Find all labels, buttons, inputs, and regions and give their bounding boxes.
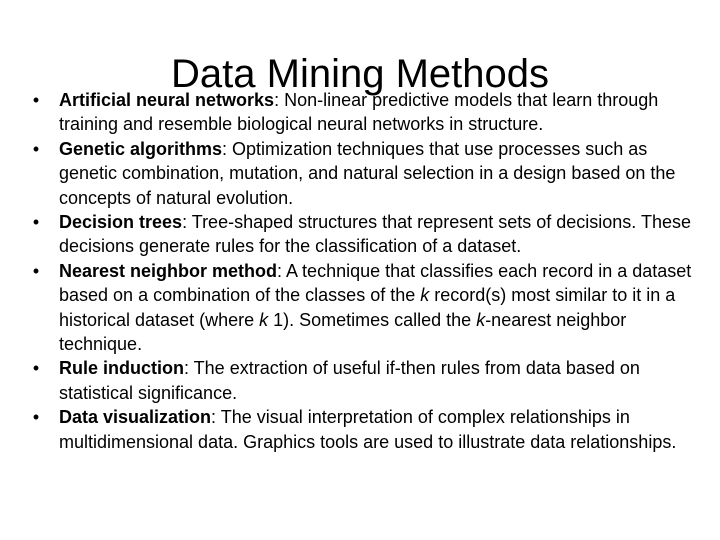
bullet-list xyxy=(28,88,708,454)
term-description: : Tree-shaped structures that represent sets of decisions. These decisions generate rules for the classification of a dataset. xyxy=(59,212,691,257)
term-description-part: 1). Sometimes called the xyxy=(268,309,477,330)
term-label: Artificial neural networks xyxy=(59,90,275,110)
term-label: Data visualization xyxy=(59,407,212,428)
bullet-icon: • xyxy=(32,358,40,379)
list-item-rule-induction xyxy=(28,356,708,405)
bullet-icon: • xyxy=(32,260,40,281)
term-description: : Non-linear predictive models that learn through training and resemble biological neural networks in structure. xyxy=(59,90,659,135)
list-item-nearest-neighbor xyxy=(28,259,708,357)
slide-title: Data Mining Methods xyxy=(171,51,549,96)
list-item-neural-networks xyxy=(28,88,708,137)
term-label: Rule induction xyxy=(59,358,184,379)
term-description: : The extraction of useful if-then rules from data based on statistical significance. xyxy=(59,358,640,403)
bullet-icon: • xyxy=(32,90,40,110)
term-description-part: record(s) most similar to it in a historical dataset (where xyxy=(59,285,676,330)
bullet-icon: • xyxy=(32,212,40,233)
k-variable: k xyxy=(476,309,486,330)
k-variable: k xyxy=(420,285,430,306)
bullet-icon: • xyxy=(32,138,40,159)
term-description: : Optimization techniques that use processes such as genetic combination, mutation, and natural selection in a design based on the concepts of natural evolution. xyxy=(59,138,676,208)
term-description: : The visual interpretation of complex relationships in multidimensional data. Graphics tools are used to illustrate data relationships. xyxy=(59,407,677,452)
term-label: Genetic algorithms xyxy=(59,138,223,159)
term-description-part: : A technique that classifies each record in a dataset based on a combination of the classes of the xyxy=(59,260,692,306)
term-description-part: -nearest neighbor technique. xyxy=(59,309,627,355)
term-label: Nearest neighbor method xyxy=(59,260,278,281)
term-label: Decision trees xyxy=(59,212,183,233)
k-variable: k xyxy=(259,309,269,330)
list-item-decision-trees xyxy=(28,210,708,259)
bullet-icon: • xyxy=(32,407,40,428)
list-item-data-visualization xyxy=(28,405,708,454)
list-item-genetic-algorithms xyxy=(28,137,708,210)
